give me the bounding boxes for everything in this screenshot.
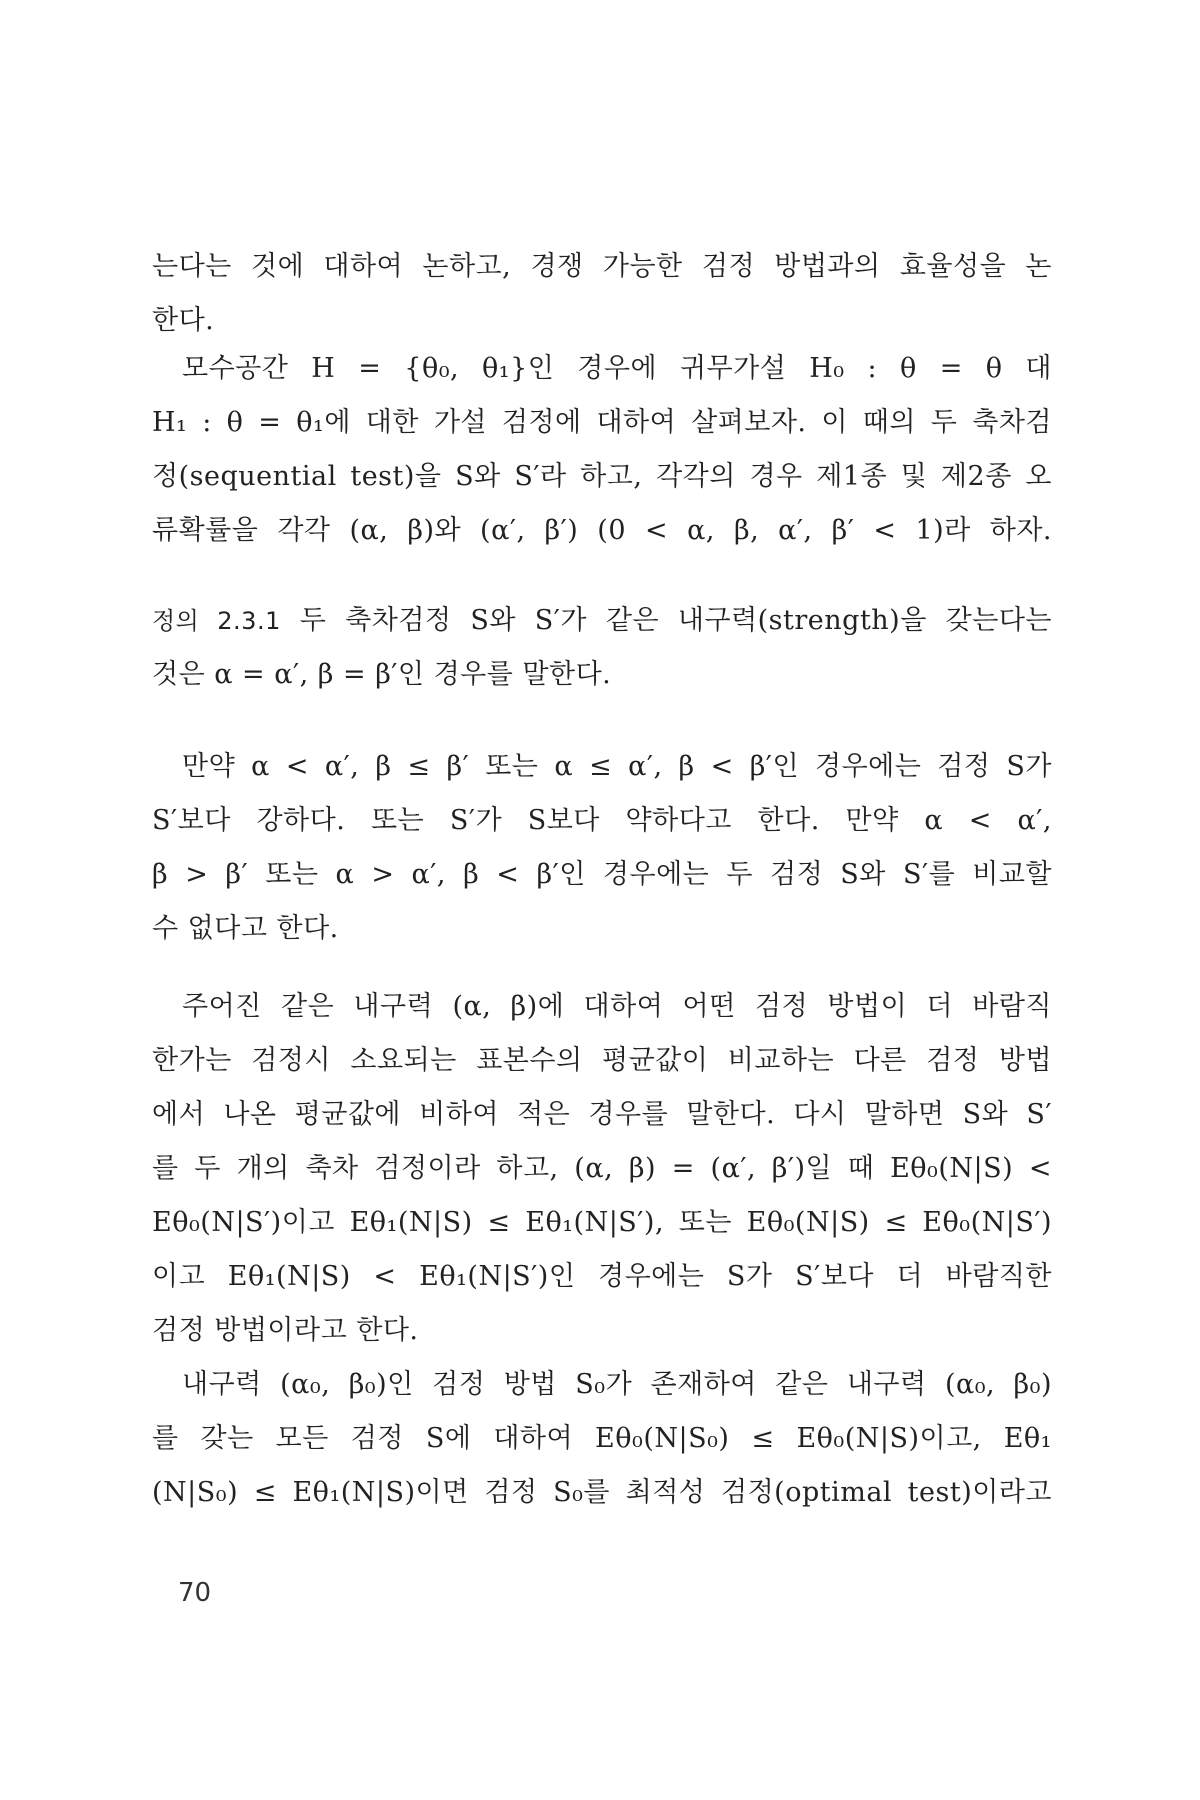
text-line: 수 없다고 한다. (152, 913, 339, 944)
text-line: 에서 나온 평균값에 비하여 적은 경우를 말한다. 다시 말하면 S와 S′ (152, 1099, 1052, 1130)
text-line: β > β′ 또는 α > α′, β < β′인 경우에는 두 검정 S와 S′를 비교할 (152, 859, 1052, 890)
text-line: 모수공간 H = {θ₀, θ₁}인 경우에 귀무가설 H₀ : θ = θ 대 (182, 353, 1052, 384)
text-line: 정(sequential test)을 S와 S′라 하고, 각각의 경우 제1종 및 제2종 오 (152, 461, 1052, 492)
text-line: 는다는 것에 대하여 논하고, 경쟁 가능한 검정 방법과의 효율성을 논 (152, 251, 1052, 282)
text-line: 한가는 검정시 소요되는 표본수의 평균값이 비교하는 다른 검정 방법 (152, 1045, 1052, 1076)
text-line: 를 두 개의 축차 검정이라 하고, (α, β) = (α′, β′)일 때 Eθ₀(N|S) < (152, 1153, 1052, 1184)
paragraph-efficiency (152, 980, 1052, 1358)
text-line: Eθ₀(N|S′)이고 Eθ₁(N|S) ≤ Eθ₁(N|S′), 또는 Eθ₀(N|S) ≤ Eθ₀(N|S′) (152, 1207, 1052, 1238)
text-line: 만약 α < α′, β ≤ β′ 또는 α ≤ α′, β < β′인 경우에는 검정 S가 (182, 751, 1052, 782)
text-line: (N|S₀) ≤ Eθ₁(N|S)이면 검정 S₀를 최적성 검정(optimal test)이라고 (152, 1477, 1052, 1508)
text-line: 검정 방법이라고 한다. (152, 1315, 419, 1346)
text-line: 이고 Eθ₁(N|S) < Eθ₁(N|S′)인 경우에는 S가 S′보다 더 바람직한 (152, 1261, 1052, 1292)
text-line: 류확률을 각각 (α, β)와 (α′, β′) (0 < α, β, α′, β′ < 1)라 하자. (152, 515, 1052, 546)
text-line: S′보다 강하다. 또는 S′가 S보다 약하다고 한다. 만약 α < α′, (152, 805, 1052, 836)
paragraph-intro (152, 240, 1052, 348)
text-line: H₁ : θ = θ₁에 대한 가설 검정에 대하여 살펴보자. 이 때의 두 축차검 (152, 407, 1052, 438)
text-line: 한다. (152, 305, 215, 336)
paragraph-optimal (152, 1358, 1052, 1520)
paragraph-compare (152, 740, 1052, 956)
page-number: 70 (178, 1578, 212, 1608)
text-line: 내구력 (α₀, β₀)인 검정 방법 S₀가 존재하여 같은 내구력 (α₀, β₀) (182, 1369, 1052, 1400)
text-line: 를 갖는 모든 검정 S에 대하여 Eθ₀(N|S₀) ≤ Eθ₀(N|S)이고, Eθ₁ (152, 1423, 1052, 1454)
definition-block (152, 594, 1052, 702)
definition-label: 정의 2.3.1 (152, 607, 281, 635)
paragraph-setup (152, 342, 1052, 558)
text-line: 것은 α = α′, β = β′인 경우를 말한다. (152, 659, 612, 690)
text-line: 주어진 같은 내구력 (α, β)에 대하여 어떤 검정 방법이 더 바람직 (182, 991, 1052, 1022)
definition-line (152, 594, 1052, 648)
definition-text: 두 축차검정 S와 S′가 같은 내구력(strength)을 갖는다는 (280, 605, 1052, 636)
